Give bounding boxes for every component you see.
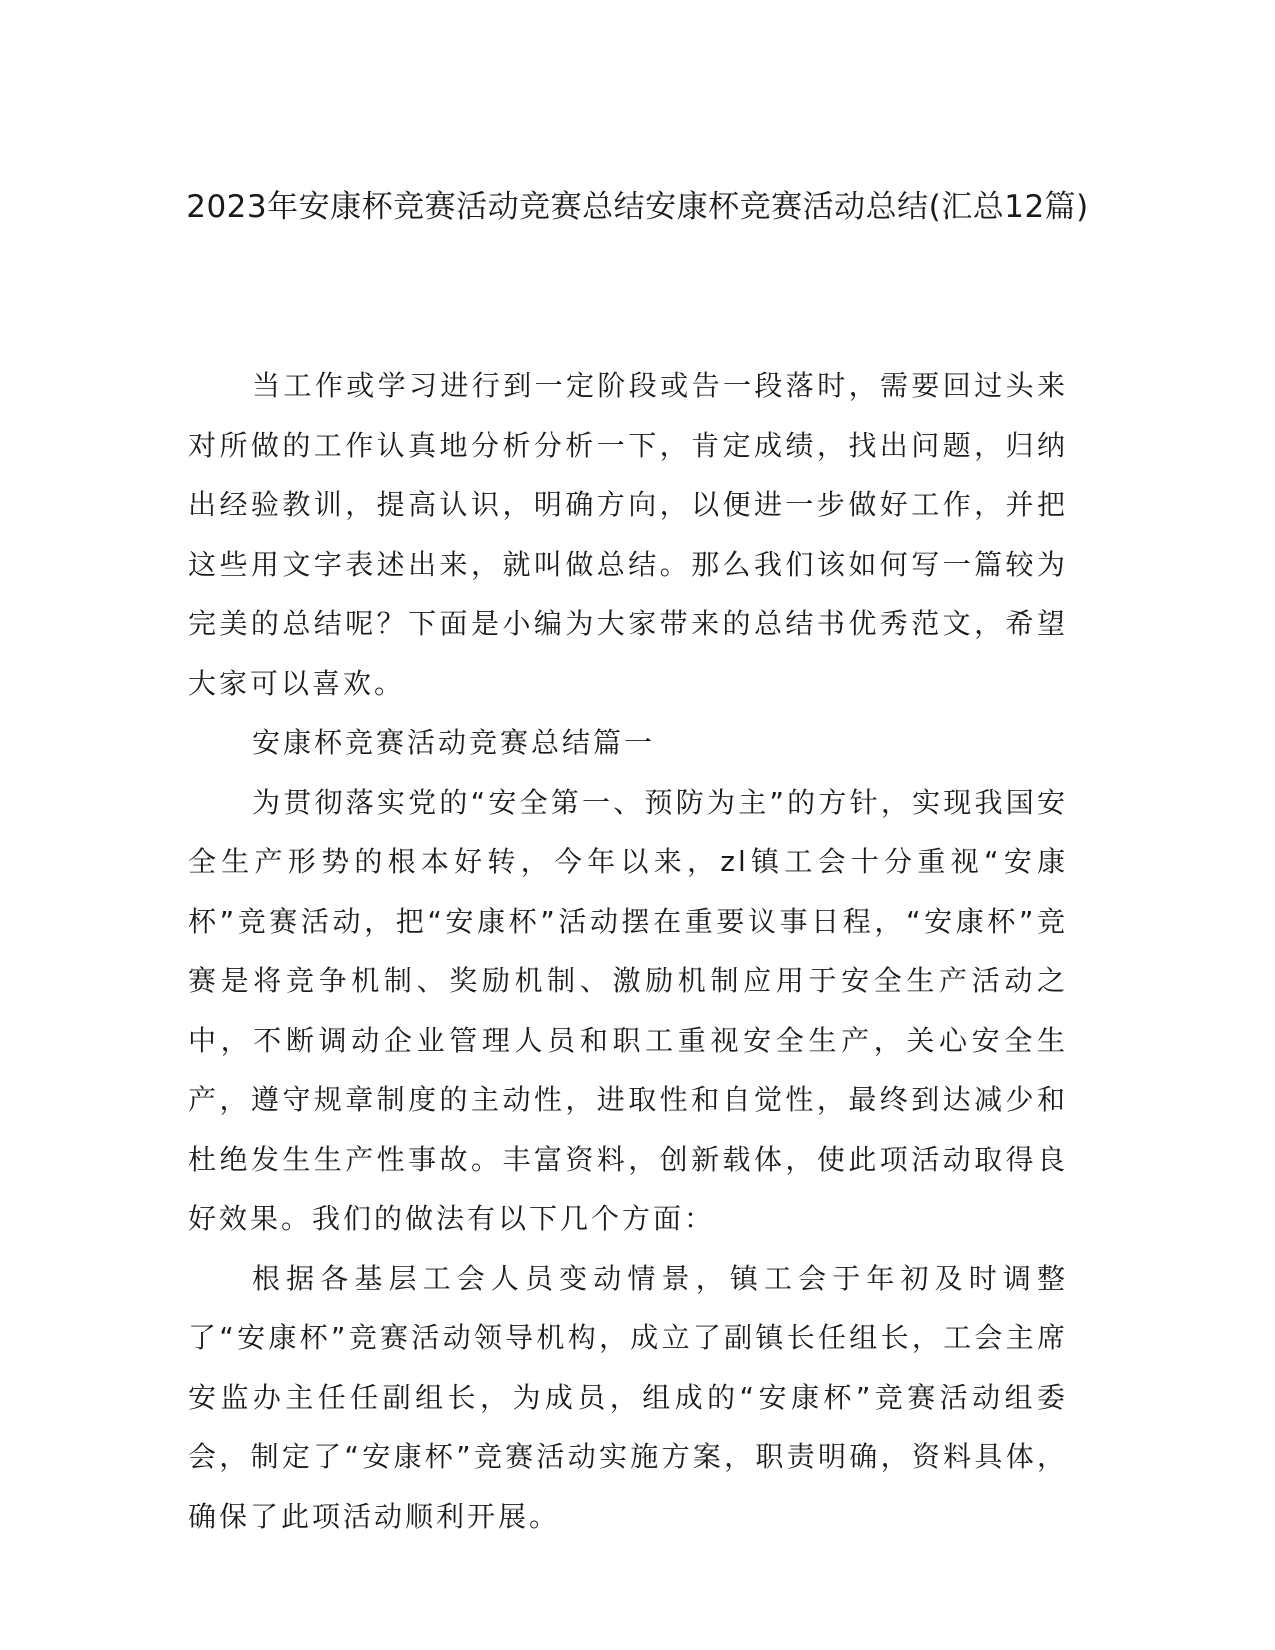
document-title: 2023年安康杯竞赛活动竞赛总结安康杯竞赛活动总结(汇总12篇): [186, 189, 1089, 225]
document-body: [188, 356, 1068, 1546]
body-paragraph: 根据各基层工会人员变动情景，镇工会于年初及时调整了“安康杯”竞赛活动领导机构，成立了副镇长任组长，工会主席安监办主任任副组长，为成员，组成的“安康杯”竞赛活动组委会，制定了“安康杯”竞赛活动实施方案，职责明确，资料具体，确保了此项活动顺利开展。: [188, 1261, 1068, 1533]
section-heading: 安康杯竞赛活动竞赛总结篇一: [252, 726, 656, 759]
body-paragraph: 为贯彻落实党的“安全第一、预防为主”的方针，实现我国安全生产形势的根本好转，今年以来，zl镇工会十分重视“安康杯”竞赛活动，把“安康杯”活动摆在重要议事日程，“安康杯”竞赛是将竞争机制、奖励机制、激励机制应用于安全生产活动之中，不断调动企业管理人员和职工重视安全生产，关心安全生产，遵守规章制度的主动性，进取性和自觉性，最终到达减少和杜绝发生生产性事故。丰富资料，创新载体，使此项活动取得良好效果。我们的做法有以下几个方面：: [188, 785, 1068, 1235]
intro-paragraph: 当工作或学习进行到一定阶段或告一段落时，需要回过头来对所做的工作认真地分析分析一下，肯定成绩，找出问题，归纳出经验教训，提高认识，明确方向，以便进一步做好工作，并把这些用文字表述出来，就叫做总结。那么我们该如何写一篇较为完美的总结呢？下面是小编为大家带来的总结书优秀范文，希望大家可以喜欢。: [188, 369, 1068, 700]
